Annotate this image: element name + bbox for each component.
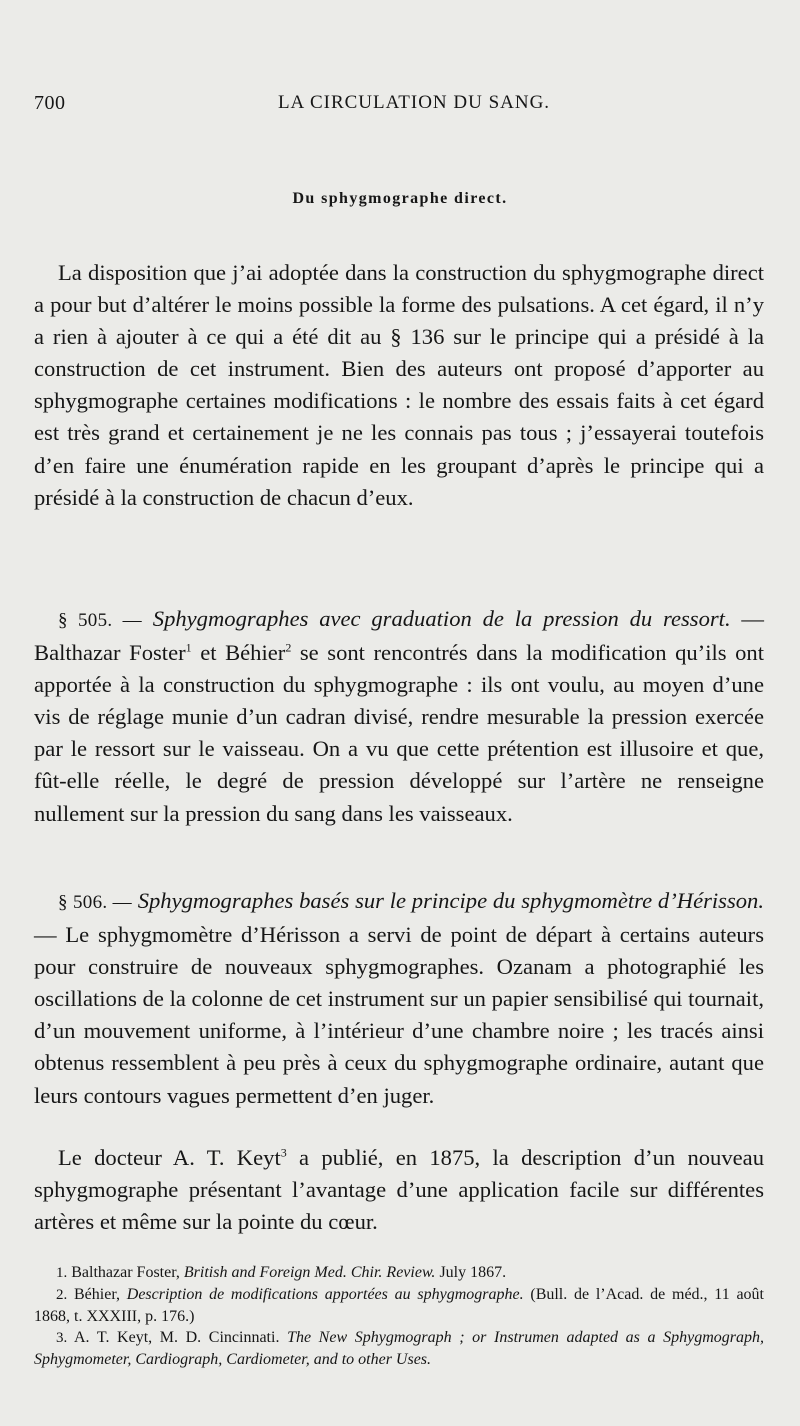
section-505-number: § 505. — xyxy=(58,610,142,631)
section-505-text-c: se sont rencontrés dans la modification qu’ils ont apportée à la construction du sphygmographe : ils ont voulu, au moyen d’une vis de réglage munie d’un cadran divisé, rendre mesurable la pression exercée par le ressort sur le vaisseau. On a vu que cette prétention est illusoire et que, fût-elle réelle, le degré de pression développé sur l’artère ne renseigne nullement sur la pression du sang dans les vaisseaux. xyxy=(34,640,764,826)
footnote-ref-2: 2 xyxy=(285,640,292,655)
section-505-title: Sphygmographes avec graduation de la pression du ressort. xyxy=(152,606,731,631)
section-505-text-a: — Balthazar Foster xyxy=(34,606,765,666)
section-505-text-b: et Béhier xyxy=(191,640,286,666)
paragraph-section-506 xyxy=(34,885,764,1112)
page-header xyxy=(34,88,764,118)
paragraph-intro: La disposition que j’ai adoptée dans la construction du sphygmographe direct a pour but d’altérer le moins possible la forme des pulsations. A cet égard, il n’y a rien à ajouter à ce qui a été dit au § 136 sur le principe qui a présidé à la construction de cet instrument. Bien des auteurs ont proposé d’apporter au sphygmographe certaines modifications : le nombre des essais faits à cet égard est très grand et certainement je ne les connais pas tous ; j’essayerai toutefois d’en faire une énumération rapide en les groupant d’après le principe qui a présidé à la construction de chacun d’eux. xyxy=(34,260,764,510)
paragraph-keyt xyxy=(34,1142,764,1238)
section-506-number: § 506. — xyxy=(58,892,132,913)
running-title: LA CIRCULATION DU SANG. xyxy=(277,92,551,113)
section-506-text: — Le sphygmomètre d’Hérisson a servi de point de départ à certains auteurs pour construire de nouveaux sphygmographes. Ozanam a photographié les oscillations de la colonne de cet instrument sur un papier sensibilisé qui tournait, d’un mouvement uniforme, à l’intérieur d’une chambre noire ; les tracés ainsi obtenus ressemblent à peu près à ceux du sphygmographe ordinaire, autant que leurs contours vagues permettent d’en juger. xyxy=(34,922,764,1108)
footnote-ref-3: 3 xyxy=(280,1145,287,1160)
footnote-1: 1. Balthazar Foster, British and Foreign Med. Chir. Review. July 1867. xyxy=(56,1264,507,1281)
keyt-text-a: Le docteur A. T. Keyt xyxy=(58,1145,281,1170)
paragraph-section-505 xyxy=(34,603,764,830)
page-number: 700 xyxy=(34,92,66,114)
footnote-3: 3. A. T. Keyt, M. D. Cincinnati. The New Sphygmograph ; or Instrumen adapted as a Sphygmograph, Sphygmometer, Cardiograph, Cardiometer, and to other Uses. xyxy=(34,1329,765,1368)
footnote-ref-1: 1 xyxy=(185,640,192,655)
footnote-2: 2. Béhier, Description de modifications apportées au sphygmographe. (Bull. de l’Acad. de méd., 11 août 1868, t. XXXIII, p. 176.) xyxy=(34,1286,765,1325)
section-heading: Du sphygmographe direct. xyxy=(292,190,508,207)
section-506-title: Sphygmographes basés sur le principe du sphygmomètre d’Hérisson. xyxy=(137,888,764,913)
footnotes xyxy=(34,1262,764,1370)
keyt-text-b: a publié, en 1875, la description d’un nouveau sphygmographe présentant l’avantage d’une application facile sur différentes artères et même sur la pointe du cœur. xyxy=(34,1145,764,1235)
